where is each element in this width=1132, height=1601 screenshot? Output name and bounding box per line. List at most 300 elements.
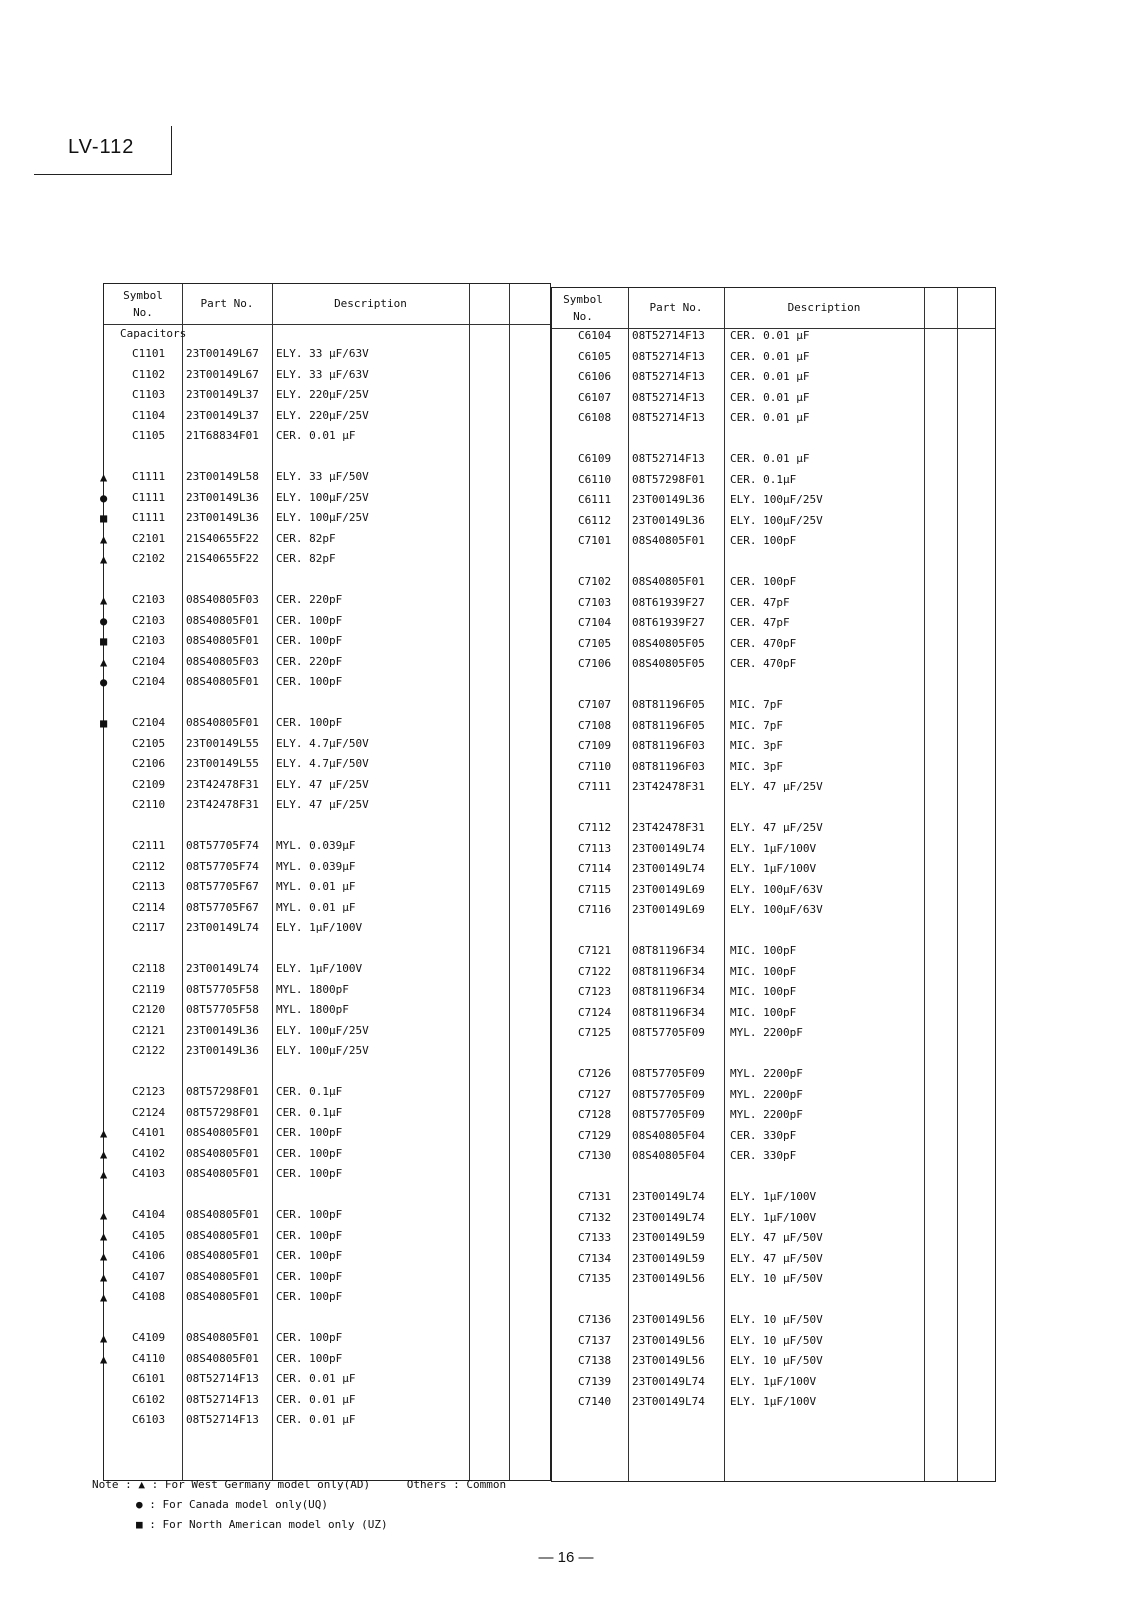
symbol-no: C1102	[132, 367, 166, 381]
part-no: 08S40805F01	[186, 1269, 259, 1283]
part-no: 23T00149L36	[186, 490, 259, 504]
symbol-no: C2102	[132, 552, 166, 566]
part-no: 08S40805F01	[186, 1167, 259, 1181]
page-number: — 16 —	[538, 1549, 594, 1566]
description: ELY. 100μF/25V	[276, 511, 369, 525]
part-no: 08T57298F01	[632, 472, 705, 486]
part-no: 23T00149L74	[632, 1210, 705, 1224]
description: CER. 100pF	[276, 1126, 343, 1140]
part-no: 08T81196F34	[632, 1005, 705, 1019]
symbol-no: C2120	[132, 1003, 166, 1017]
symbol-no: C7126	[578, 1067, 612, 1080]
description: CER. 47pF	[730, 595, 790, 609]
description: ELY. 100μF/63V	[730, 903, 823, 917]
symbol-no: C2119	[132, 982, 166, 996]
col-divider-part	[272, 284, 273, 1480]
header-description: Description	[787, 301, 861, 314]
symbol-no: C2113	[132, 880, 166, 894]
description: ELY. 1μF/100V	[276, 962, 363, 975]
description: MYL. 2200pF	[730, 1026, 803, 1040]
part-no: 08T81196F34	[632, 964, 705, 978]
part-no: 21S40655F22	[186, 531, 259, 545]
header-rule	[104, 324, 550, 325]
description: ELY. 10 μF/50V	[730, 1272, 823, 1286]
model-bracket	[171, 126, 172, 175]
symbol-no: C7134	[578, 1251, 612, 1265]
col-divider-extra	[957, 288, 958, 1481]
description: ELY. 100μF/63V	[730, 882, 823, 896]
note-label: Note :	[92, 1478, 132, 1491]
header-symbol-line2: No.	[573, 310, 593, 323]
part-no: 23T00149L69	[632, 903, 705, 917]
symbol-no: C2104	[132, 654, 166, 668]
description: ELY. 4.7μF/50V	[276, 757, 369, 771]
symbol-no: C2103	[132, 613, 166, 627]
note-north-america: ■ : For North American model only (UZ)	[136, 1518, 388, 1531]
symbol-no: C7123	[578, 985, 612, 999]
description: ELY. 100μF/25V	[276, 490, 369, 504]
symbol-no: C2117	[132, 921, 166, 935]
symbol-no: C1111	[132, 511, 166, 525]
description: ELY. 47 μF/50V	[730, 1231, 823, 1245]
symbol-no: C7133	[578, 1231, 612, 1245]
symbol-no: C7104	[578, 616, 612, 630]
description: CER. 100pF	[276, 1331, 343, 1344]
part-no: 08T52714F13	[632, 329, 705, 342]
part-no: 08S40805F01	[186, 1351, 259, 1365]
header-symbol-line1: Symbol	[563, 293, 603, 306]
symbol-no: C7132	[578, 1210, 612, 1224]
variant-marker: ▲	[100, 1167, 108, 1182]
symbol-no: C6109	[578, 452, 612, 465]
symbol-no: C2121	[132, 1023, 166, 1037]
description: CER. 0.01 μF	[276, 429, 356, 443]
part-no: 08T57705F09	[632, 1026, 705, 1040]
description: CER. 220pF	[276, 654, 343, 668]
symbol-no: C2109	[132, 777, 166, 791]
description: CER. 100pF	[276, 1249, 343, 1263]
col-divider-symbol	[628, 288, 629, 1481]
part-no: 08T57705F74	[186, 839, 259, 852]
description: ELY. 1μF/100V	[730, 862, 817, 876]
description: ELY. 1μF/100V	[730, 1374, 817, 1388]
note-line-1	[92, 1475, 506, 1495]
part-no: 08T52714F13	[632, 411, 705, 425]
description: MYL. 0.039μF	[276, 859, 356, 873]
part-no: 08S40805F01	[186, 716, 259, 729]
note-west-germany: ▲ : For West Germany model only(AD)	[138, 1478, 371, 1491]
symbol-no: C2112	[132, 859, 166, 873]
description: CER. 470pF	[730, 657, 797, 671]
symbol-no: C2103	[132, 593, 166, 606]
part-no: 08T81196F34	[632, 985, 705, 999]
symbol-no: C7131	[578, 1190, 612, 1203]
symbol-no: C7101	[578, 534, 612, 548]
description: ELY. 1μF/100V	[730, 1210, 817, 1224]
symbol-no: C6106	[578, 370, 612, 384]
description: CER. 100pF	[276, 1167, 343, 1181]
variant-marker: ▲	[100, 654, 108, 669]
description: MYL. 1800pF	[276, 1003, 349, 1017]
symbol-no: C4109	[132, 1331, 166, 1344]
variant-marker: ▲	[100, 1126, 108, 1141]
symbol-no: C1111	[132, 470, 166, 483]
description: CER. 330pF	[730, 1149, 797, 1163]
symbol-no: C4103	[132, 1167, 166, 1181]
col-divider-symbol	[182, 284, 183, 1480]
description: CER. 0.01 μF	[730, 390, 810, 404]
symbol-no: C2111	[132, 839, 166, 852]
part-no: 08T57298F01	[186, 1085, 259, 1098]
part-no: 08S40805F01	[186, 1228, 259, 1242]
symbol-no: C7139	[578, 1374, 612, 1388]
part-no: 08S40805F01	[186, 1331, 259, 1344]
variant-marker: ▲	[100, 552, 108, 567]
description: ELY. 47 μF/25V	[276, 777, 369, 791]
symbol-no: C7103	[578, 595, 612, 609]
model-underline	[34, 174, 172, 175]
part-no: 08S40805F04	[632, 1128, 705, 1142]
description: ELY. 10 μF/50V	[730, 1333, 823, 1347]
symbol-no: C4102	[132, 1146, 166, 1160]
description: ELY. 1μF/100V	[730, 1190, 817, 1203]
description: CER. 82pF	[276, 531, 336, 545]
description: CER. 0.01 μF	[276, 1413, 356, 1427]
symbol-no: C7140	[578, 1395, 612, 1409]
description: ELY. 1μF/100V	[730, 841, 817, 855]
part-no: 23T00149L37	[186, 388, 259, 402]
description: MIC. 3pF	[730, 739, 783, 753]
col-divider-part	[724, 288, 725, 1481]
symbol-no: C2103	[132, 634, 166, 648]
part-no: 23T00149L74	[632, 1374, 705, 1388]
variant-marker: ▲	[100, 1290, 108, 1305]
symbol-no: C7125	[578, 1026, 612, 1040]
part-no: 08T52714F13	[186, 1392, 259, 1406]
symbol-no: C7121	[578, 944, 612, 957]
description: ELY. 47 μF/25V	[276, 798, 369, 812]
description: CER. 100pF	[276, 1146, 343, 1160]
part-no: 08T61939F27	[632, 616, 705, 630]
symbol-no: C7113	[578, 841, 612, 855]
header-symbol-line1: Symbol	[123, 289, 163, 302]
description: ELY. 47 μF/50V	[730, 1251, 823, 1265]
description: CER. 0.01 μF	[730, 452, 810, 465]
part-no: 23T00149L55	[186, 757, 259, 771]
symbol-no: C6101	[132, 1372, 166, 1386]
model-label: LV-112	[68, 136, 135, 158]
header-symbol	[552, 291, 614, 325]
description: ELY. 100μF/25V	[276, 1044, 369, 1058]
description: CER. 0.01 μF	[276, 1372, 356, 1386]
header-description: Description	[334, 297, 407, 310]
part-no: 08T81196F05	[632, 718, 705, 732]
symbol-no: C7130	[578, 1149, 612, 1163]
symbol-no: C7110	[578, 759, 612, 773]
symbol-no: C7114	[578, 862, 612, 876]
col-divider-extra	[509, 284, 510, 1480]
description: CER. 82pF	[276, 552, 336, 566]
col-divider-desc	[924, 288, 925, 1481]
symbol-no: C6111	[578, 493, 612, 507]
symbol-no: C2118	[132, 962, 166, 975]
symbol-no: C6103	[132, 1413, 166, 1427]
symbol-no: C7122	[578, 964, 612, 978]
description: ELY. 220μF/25V	[276, 388, 369, 402]
left-parts-table	[100, 283, 551, 1481]
part-no: 08T57298F01	[186, 1105, 259, 1119]
part-no: 08T81196F03	[632, 739, 705, 753]
part-no: 23T00149L67	[186, 347, 259, 360]
part-no: 23T00149L56	[632, 1354, 705, 1368]
part-no: 21S40655F22	[186, 552, 259, 566]
symbol-no: C4106	[132, 1249, 166, 1263]
header-symbol	[104, 287, 182, 321]
variant-marker: ■	[100, 716, 108, 730]
description: MYL. 0.01 μF	[276, 900, 356, 914]
variant-marker: ▲	[100, 1228, 108, 1243]
description: MIC. 100pF	[730, 964, 797, 978]
description: ELY. 100μF/25V	[730, 493, 823, 507]
part-no: 08T57705F58	[186, 1003, 259, 1017]
part-no: 08S40805F01	[632, 575, 705, 588]
description: CER. 220pF	[276, 593, 343, 606]
part-no: 08S40805F01	[186, 1249, 259, 1263]
part-no: 08S40805F01	[186, 613, 259, 627]
symbol-no: C7136	[578, 1313, 612, 1326]
part-no: 23T00149L59	[632, 1231, 705, 1245]
description: CER. 0.1μF	[276, 1105, 343, 1119]
variant-marker: ▲	[100, 1269, 108, 1284]
symbol-no: C2124	[132, 1105, 166, 1119]
variant-marker: ●	[100, 490, 108, 505]
part-no: 08S40805F05	[632, 657, 705, 671]
part-no: 08S40805F01	[186, 1146, 259, 1160]
symbol-no: C6107	[578, 390, 612, 404]
description: MIC. 100pF	[730, 944, 797, 957]
symbol-no: C6104	[578, 329, 612, 342]
description: CER. 100pF	[730, 534, 797, 548]
description: MYL. 0.039μF	[276, 839, 356, 852]
description: CER. 100pF	[276, 613, 343, 627]
col-divider-desc	[469, 284, 470, 1480]
variant-marker: ▲	[100, 470, 108, 484]
part-no: 08S40805F03	[186, 593, 259, 606]
description: MIC. 100pF	[730, 985, 797, 999]
symbol-no: C4107	[132, 1269, 166, 1283]
symbol-no: C7111	[578, 780, 612, 794]
part-no: 23T00149L59	[632, 1251, 705, 1265]
part-no: 23T42478F31	[186, 798, 259, 812]
description: CER. 0.01 μF	[730, 370, 810, 384]
part-no: 08T52714F13	[632, 390, 705, 404]
part-no: 23T00149L67	[186, 367, 259, 381]
symbol-no: C7135	[578, 1272, 612, 1286]
part-no: 08T81196F03	[632, 759, 705, 773]
part-no: 08T57705F09	[632, 1067, 705, 1080]
description: MYL. 2200pF	[730, 1087, 803, 1101]
header-part-no: Part No.	[200, 297, 254, 310]
symbol-no: C2104	[132, 675, 166, 689]
symbol-no: C2114	[132, 900, 166, 914]
symbol-no: C7129	[578, 1128, 612, 1142]
part-no: 08T81196F05	[632, 698, 705, 711]
part-no: 08T57705F67	[186, 880, 259, 894]
description: CER. 0.01 μF	[730, 349, 810, 363]
part-no: 08S40805F01	[632, 534, 705, 548]
part-no: 23T00149L36	[632, 513, 705, 527]
part-no: 08S40805F01	[186, 1126, 259, 1140]
description: CER. 100pF	[276, 1351, 343, 1365]
part-no: 23T00149L74	[186, 921, 259, 935]
description: ELY. 47 μF/25V	[730, 780, 823, 794]
description: CER. 100pF	[276, 1269, 343, 1283]
part-no: 23T00149L36	[186, 511, 259, 525]
description: CER. 330pF	[730, 1128, 797, 1142]
part-no: 23T42478F31	[186, 777, 259, 791]
symbol-no: C7106	[578, 657, 612, 671]
note-others: Others : Common	[406, 1478, 507, 1491]
description: MIC. 7pF	[730, 698, 783, 711]
description: MYL. 0.01 μF	[276, 880, 356, 894]
symbol-no: C7115	[578, 882, 612, 896]
description: MYL. 2200pF	[730, 1067, 803, 1080]
symbol-no: C6110	[578, 472, 612, 486]
description: MIC. 100pF	[730, 1005, 797, 1019]
part-no: 23T00149L36	[186, 1044, 259, 1058]
part-no: 08T81196F34	[632, 944, 705, 957]
symbol-no: C1101	[132, 347, 166, 360]
part-no: 08T57705F58	[186, 982, 259, 996]
description: ELY. 1μF/100V	[730, 1395, 817, 1409]
part-no: 23T00149L56	[632, 1313, 705, 1326]
symbol-no: C1105	[132, 429, 166, 443]
description: CER. 100pF	[276, 1208, 343, 1221]
part-no: 08T52714F13	[632, 349, 705, 363]
description: ELY. 100μF/25V	[276, 1023, 369, 1037]
part-no: 23T00149L56	[632, 1333, 705, 1347]
section-capacitors: Capacitors	[120, 327, 187, 340]
symbol-no: C2106	[132, 757, 166, 771]
description: CER. 470pF	[730, 636, 797, 650]
symbol-no: C7138	[578, 1354, 612, 1368]
symbol-no: C2104	[132, 716, 166, 729]
part-no: 08T52714F13	[186, 1372, 259, 1386]
description: CER. 100pF	[276, 675, 343, 689]
part-no: 08S40805F01	[186, 675, 259, 689]
part-no: 08T57705F67	[186, 900, 259, 914]
description: MIC. 7pF	[730, 718, 783, 732]
symbol-no: C4101	[132, 1126, 166, 1140]
symbol-no: C2105	[132, 736, 166, 750]
symbol-no: C7116	[578, 903, 612, 917]
part-no: 08T52714F13	[632, 370, 705, 384]
symbol-no: C2123	[132, 1085, 166, 1098]
header-part-no: Part No.	[649, 301, 703, 314]
variant-marker: ●	[100, 675, 108, 690]
part-no: 23T42478F31	[632, 821, 705, 834]
symbol-no: C4105	[132, 1228, 166, 1242]
description: ELY. 33 μF/63V	[276, 347, 369, 360]
part-no: 23T42478F31	[632, 780, 705, 794]
description: CER. 0.01 μF	[730, 411, 810, 425]
symbol-no: C7124	[578, 1005, 612, 1019]
part-no: 23T00149L55	[186, 736, 259, 750]
symbol-no: C1111	[132, 490, 166, 504]
description: CER. 100pF	[276, 1228, 343, 1242]
symbol-no: C7137	[578, 1333, 612, 1347]
description: CER. 0.01 μF	[730, 329, 810, 342]
part-no: 08T52714F13	[186, 1413, 259, 1427]
variant-marker: ●	[100, 613, 108, 628]
description: CER. 0.01 μF	[276, 1392, 356, 1406]
description: CER. 0.1μF	[730, 472, 797, 486]
part-no: 08S40805F01	[186, 1208, 259, 1221]
part-no: 08S40805F04	[632, 1149, 705, 1163]
symbol-no: C7127	[578, 1087, 612, 1101]
description: MYL. 1800pF	[276, 982, 349, 996]
header-symbol-line2: No.	[133, 306, 153, 319]
symbol-no: C4108	[132, 1290, 166, 1304]
description: MYL. 2200pF	[730, 1108, 803, 1122]
description: ELY. 33 μF/50V	[276, 470, 369, 483]
variant-marker: ▲	[100, 1331, 108, 1345]
description: CER. 100pF	[730, 575, 797, 588]
variant-marker: ▲	[100, 1351, 108, 1366]
variant-marker: ▲	[100, 1146, 108, 1161]
description: ELY. 220μF/25V	[276, 408, 369, 422]
part-no: 08S40805F03	[186, 654, 259, 668]
part-no: 23T00149L58	[186, 470, 259, 483]
description: CER. 100pF	[276, 634, 343, 648]
part-no: 21T68834F01	[186, 429, 259, 443]
part-no: 23T00149L74	[632, 862, 705, 876]
part-no: 08T61939F27	[632, 595, 705, 609]
symbol-no: C2110	[132, 798, 166, 812]
symbol-no: C7105	[578, 636, 612, 650]
description: MIC. 3pF	[730, 759, 783, 773]
description: CER. 100pF	[276, 1290, 343, 1304]
note-canada: ● : For Canada model only(UQ)	[136, 1498, 329, 1511]
part-no: 23T00149L74	[632, 1190, 705, 1203]
description: ELY. 33 μF/63V	[276, 367, 369, 381]
symbol-no: C7102	[578, 575, 612, 588]
description: ELY. 100μF/25V	[730, 513, 823, 527]
symbol-no: C7109	[578, 739, 612, 753]
variant-marker: ▲	[100, 531, 108, 546]
right-parts-table	[551, 287, 996, 1482]
symbol-no: C7128	[578, 1108, 612, 1122]
symbol-no: C1103	[132, 388, 166, 402]
description: ELY. 1μF/100V	[276, 921, 363, 935]
symbol-no: C7107	[578, 698, 612, 711]
symbol-no: C6105	[578, 349, 612, 363]
part-no: 08S40805F01	[186, 634, 259, 648]
part-no: 08T52714F13	[632, 452, 705, 465]
part-no: 08S40805F01	[186, 1290, 259, 1304]
symbol-no: C4110	[132, 1351, 166, 1365]
part-no: 23T00149L36	[632, 493, 705, 507]
part-no: 08T57705F09	[632, 1108, 705, 1122]
part-no: 08T57705F74	[186, 859, 259, 873]
description: CER. 100pF	[276, 716, 343, 729]
variant-marker: ▲	[100, 593, 108, 607]
description: ELY. 4.7μF/50V	[276, 736, 369, 750]
symbol-no: C6102	[132, 1392, 166, 1406]
variant-marker: ▲	[100, 1249, 108, 1264]
variant-marker: ■	[100, 511, 108, 526]
part-no: 23T00149L74	[186, 962, 259, 975]
